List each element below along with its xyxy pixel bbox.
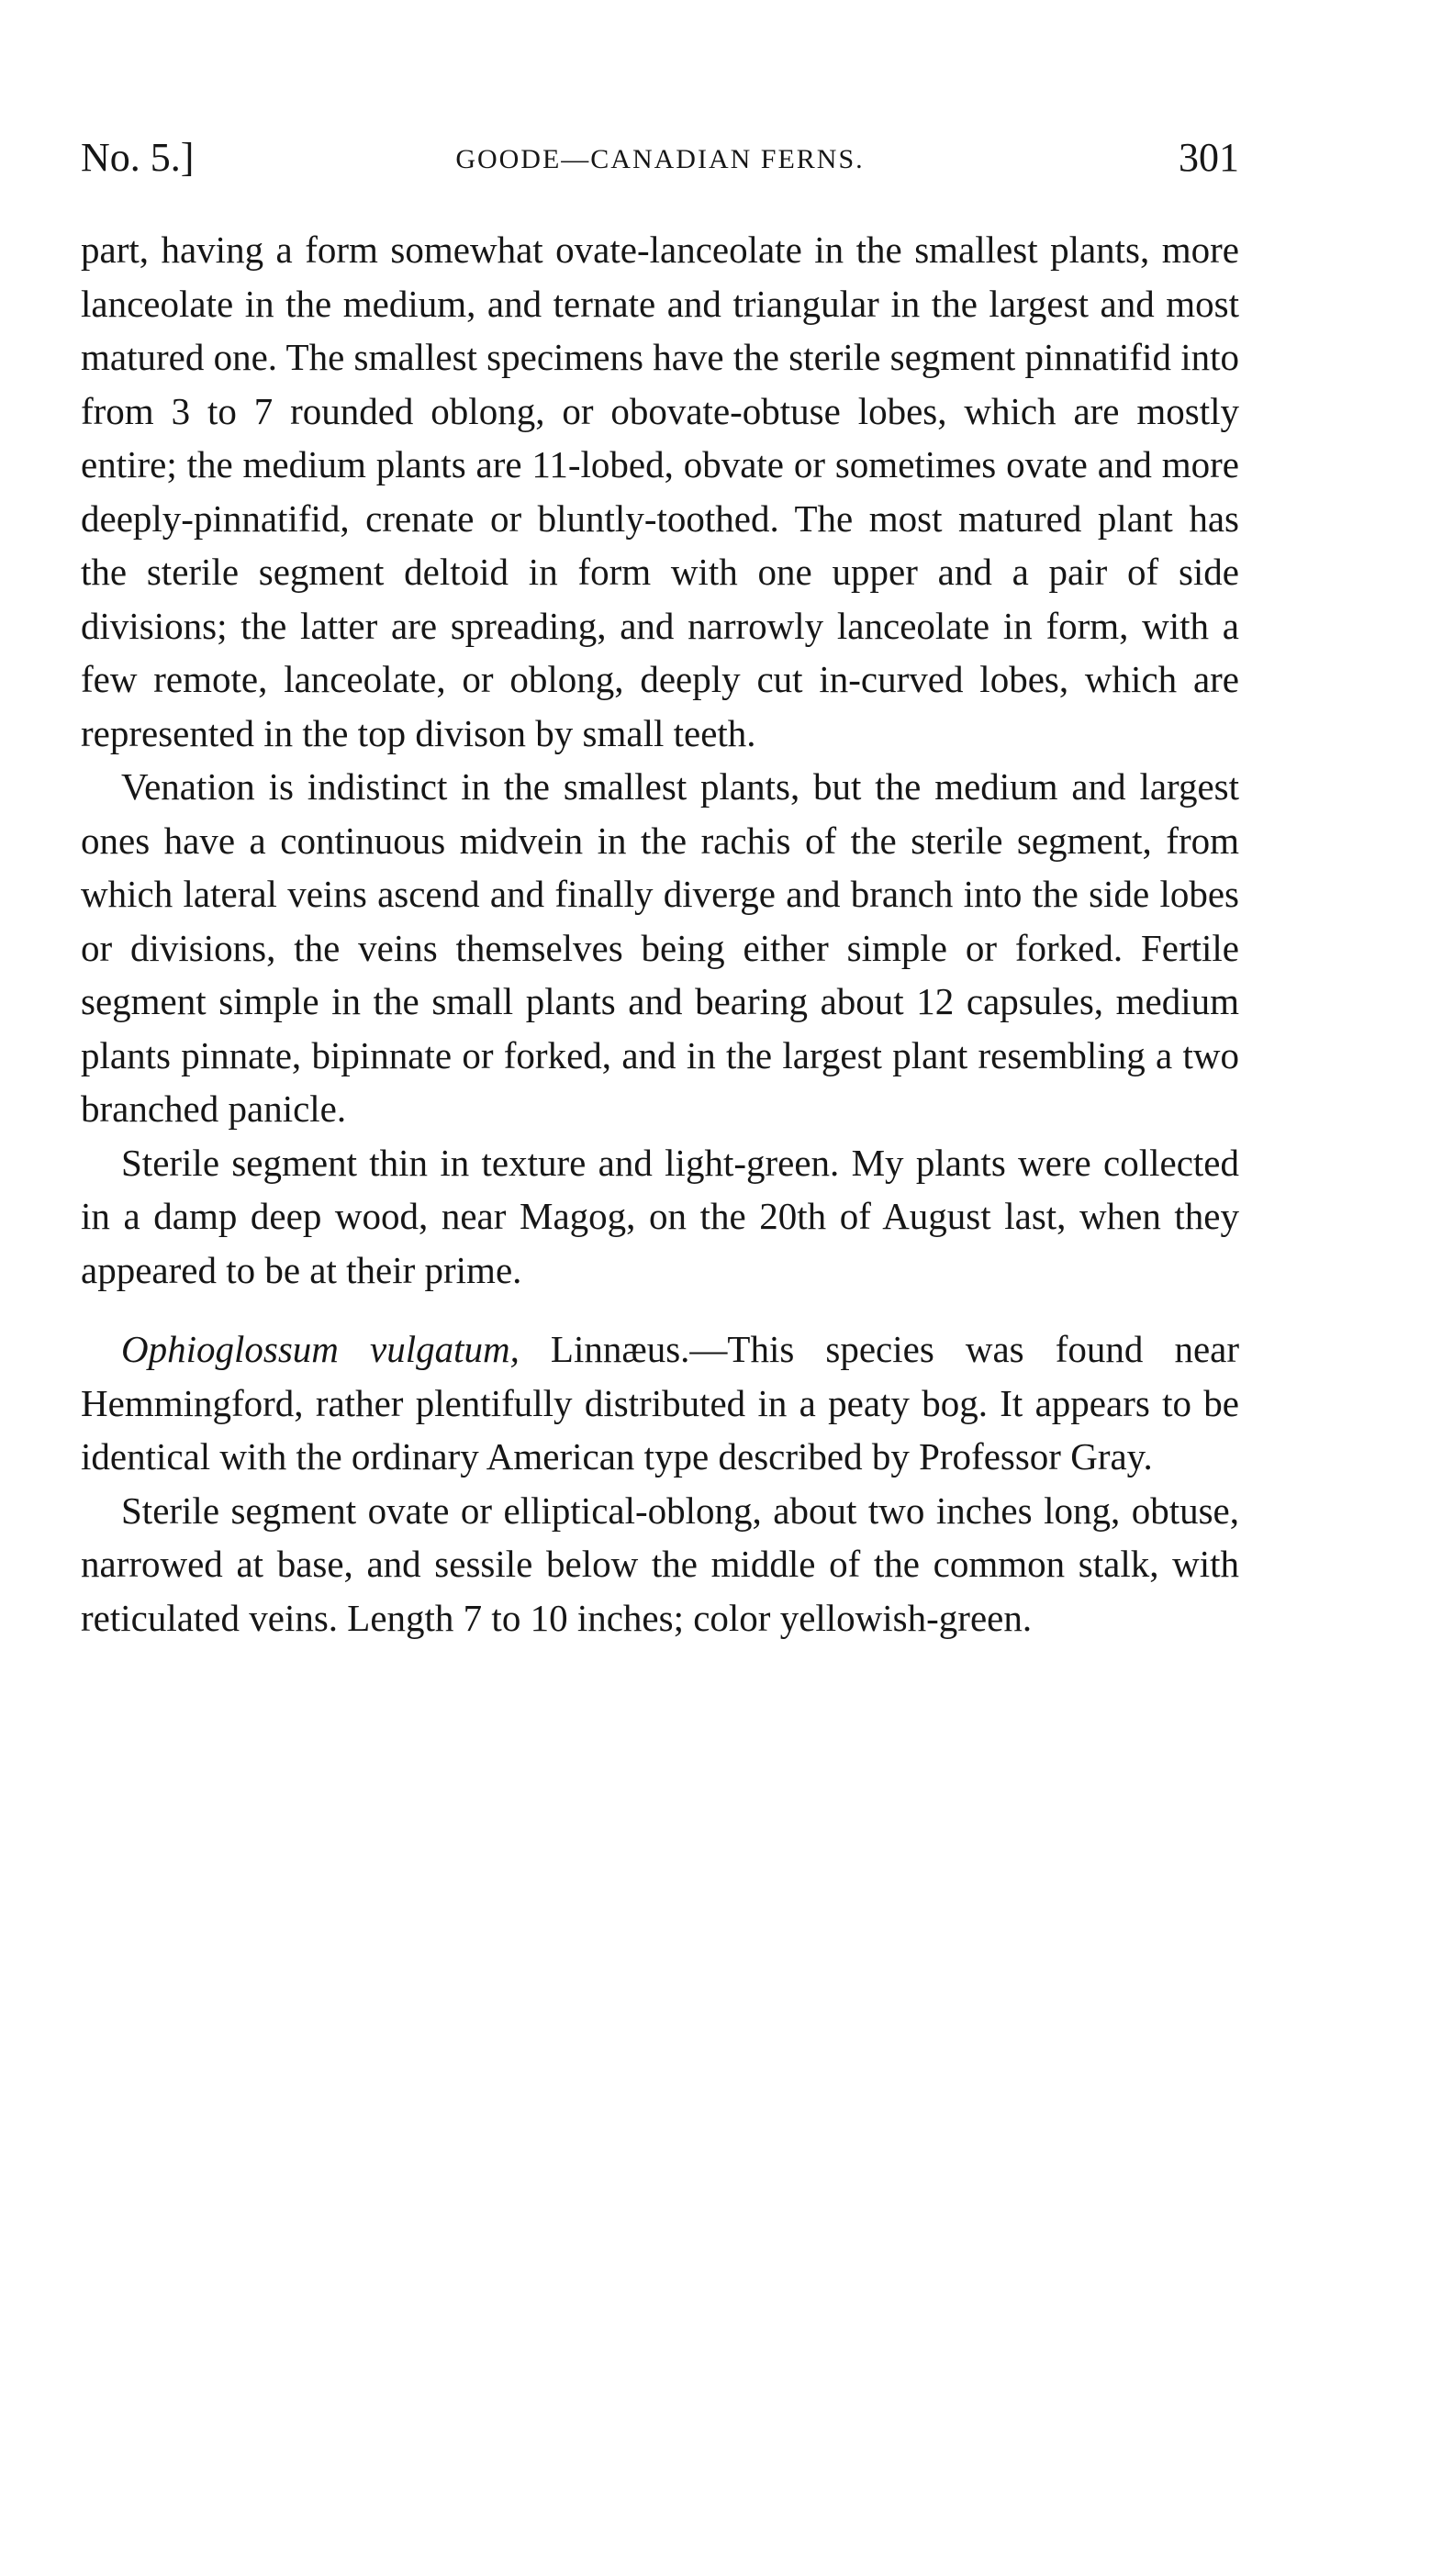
running-head <box>81 130 1239 185</box>
running-title: GOODE—CANADIAN FERNS. <box>455 144 865 174</box>
paragraph-ophioglossum <box>81 1322 1239 1484</box>
paragraph-sterile-segment-texture: Sterile segment thin in texture and light-green. My plants were collected in a damp deep wood, near Magog, on the 20th of August last, when they appeared to be at their prime. <box>81 1141 1239 1291</box>
paragraph-venation: Venation is indistinct in the smallest plants, but the medium and largest ones have a continuous midvein in the rachis of the sterile segment, from which lateral veins ascend and finally diverge and branch into the side lobes or divisions, the veins themselves being either simple or forked. Fertile segment simple in the small plants and bearing about 12 capsules, medium plants pinnate, bipinnate or forked, and in the largest plant resembling a two branched panicle. <box>81 765 1239 1130</box>
species-name: Ophioglossum vulgatum, <box>121 1328 520 1370</box>
paragraph-continued-description: part, having a form somewhat ovate-lanceolate in the smallest plants, more lanceolate in the medium, and ternate and triangular in the largest and most matured one. The smallest specimens have the sterile segment pinnatifid into from 3 to 7 rounded oblong, or obovate-obtuse lobes, which are mostly entire; the medium plants are 11-lobed, obvate or sometimes ovate and more deeply-pinnatifid, crenate or bluntly-toothed. The most matured plant has the sterile segment deltoid in form with one upper and a pair of side divisions; the latter are spreading, and narrowly lanceolate in form, with a few remote, lanceolate, or oblong, deeply cut in-curved lobes, which are represented in the top divison by small teeth. <box>81 229 1239 754</box>
issue-number: No. 5.] <box>81 135 195 180</box>
page-number: 301 <box>1179 135 1239 180</box>
body-text <box>81 223 1239 1645</box>
species-description: Linnæus.—This species was found near Hemmingford, rather plentifully distributed in a peaty bog. It appears to be identical with the ordinary American type described by Professor Gray. <box>81 1328 1239 1478</box>
paragraph-sterile-segment-shape: Sterile segment ovate or elliptical-oblong, about two inches long, obtuse, narrowed at base, and sessile below the middle of the common stalk, with reticulated veins. Length 7 to 10 inches; color yellowish-green. <box>81 1489 1239 1639</box>
